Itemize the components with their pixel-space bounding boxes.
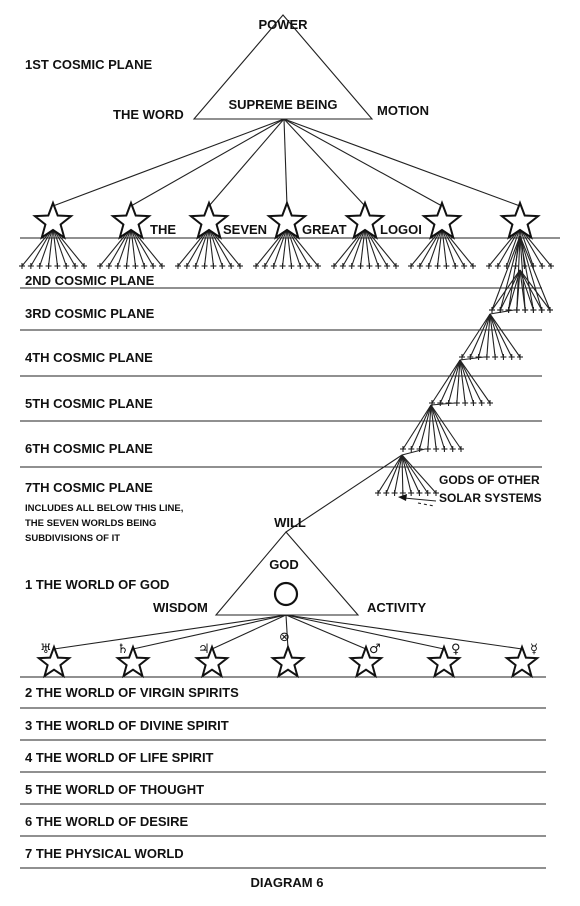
gods-other-line2: SOLAR SYSTEMS xyxy=(439,491,542,505)
god-triangle xyxy=(216,532,358,615)
world7-label: 7 THE PHYSICAL WORLD xyxy=(25,846,184,861)
plane5-label: 5TH COSMIC PLANE xyxy=(25,396,153,411)
gods-pointer xyxy=(404,498,436,501)
plane1-label: 1ST COSMIC PLANE xyxy=(25,57,153,72)
planet-ray xyxy=(286,615,444,649)
planet-ray xyxy=(54,615,286,649)
world6-label: 6 THE WORLD OF DESIRE xyxy=(25,814,189,829)
plane-fan xyxy=(429,360,493,406)
plane-link xyxy=(490,310,514,314)
logos-fan xyxy=(19,228,87,269)
world4-label: 4 THE WORLD OF LIFE SPIRIT xyxy=(25,750,214,765)
god-circle-icon xyxy=(275,583,297,605)
will-label: WILL xyxy=(274,515,306,530)
logos-ray xyxy=(53,119,284,206)
planetary-spirits xyxy=(39,647,537,676)
jupiter-symbol-icon: ♃ xyxy=(198,642,210,657)
logos-ray xyxy=(284,119,442,206)
venus-symbol-icon: ♀ xyxy=(451,642,461,657)
plane3-label: 3RD COSMIC PLANE xyxy=(25,306,155,321)
uranus-symbol-icon: ♅ xyxy=(40,642,52,657)
world5-label: 5 THE WORLD OF THOUGHT xyxy=(25,782,205,797)
the-word-label: THE WORD xyxy=(113,107,184,122)
diagram-caption: DIAGRAM 6 xyxy=(250,875,324,890)
plane4-label: 4TH COSMIC PLANE xyxy=(25,350,153,365)
planet-star-icon xyxy=(273,647,303,676)
plane6-label: 6TH COSMIC PLANE xyxy=(25,441,153,456)
logos-ray xyxy=(284,119,365,206)
plane2-label: 2ND COSMIC PLANE xyxy=(25,273,155,288)
earth-symbol-icon: ⊗ xyxy=(279,630,290,645)
plane7-label: 7TH COSMIC PLANE xyxy=(25,480,153,495)
activity-label: ACTIVITY xyxy=(367,600,427,615)
plane-link xyxy=(402,449,425,455)
logoi-word-logoi: LOGOI xyxy=(380,222,422,237)
plane7-note-line3: SUBDIVISIONS OF IT xyxy=(25,533,121,544)
plane7-note-line1: INCLUDES ALL BELOW THIS LINE, xyxy=(25,503,184,514)
supreme-being-label: SUPREME BEING xyxy=(228,97,338,112)
plane-fan xyxy=(400,405,464,452)
logos-ray xyxy=(209,119,284,206)
planet-ray xyxy=(286,615,522,649)
mars-symbol-icon: ♂ xyxy=(369,642,381,657)
logoi-word-the: THE xyxy=(150,222,176,237)
mercury-symbol-icon: ☿ xyxy=(530,642,538,657)
plane-fan xyxy=(375,455,439,496)
plane7-note-line2: THE SEVEN WORLDS BEING xyxy=(25,518,157,529)
world1-label: 1 THE WORLD OF GOD xyxy=(25,577,170,592)
logoi-word-seven: SEVEN xyxy=(223,222,268,237)
world2-label: 2 THE WORLD OF VIRGIN SPIRITS xyxy=(25,685,239,700)
power-label: POWER xyxy=(258,17,308,32)
world3-label: 3 THE WORLD OF DIVINE SPIRIT xyxy=(25,718,229,733)
world-lines xyxy=(20,677,546,868)
logos-ray xyxy=(284,119,520,206)
logoi-rays xyxy=(53,119,520,206)
logos-ray xyxy=(284,119,287,206)
wisdom-label: WISDOM xyxy=(153,600,208,615)
planet-ray xyxy=(286,615,366,649)
logos-ray xyxy=(131,119,284,206)
logoi-fans xyxy=(19,228,554,269)
motion-label: MOTION xyxy=(377,103,429,118)
gods-other-line1: GODS OF OTHER xyxy=(439,473,540,487)
gods-pointer-dashes xyxy=(418,503,434,506)
god-label: GOD xyxy=(269,557,299,572)
logoi-word-great: GREAT xyxy=(302,222,347,237)
saturn-symbol-icon: ♄ xyxy=(117,642,129,657)
descending-fans xyxy=(375,236,553,496)
plane-fan xyxy=(459,314,523,360)
